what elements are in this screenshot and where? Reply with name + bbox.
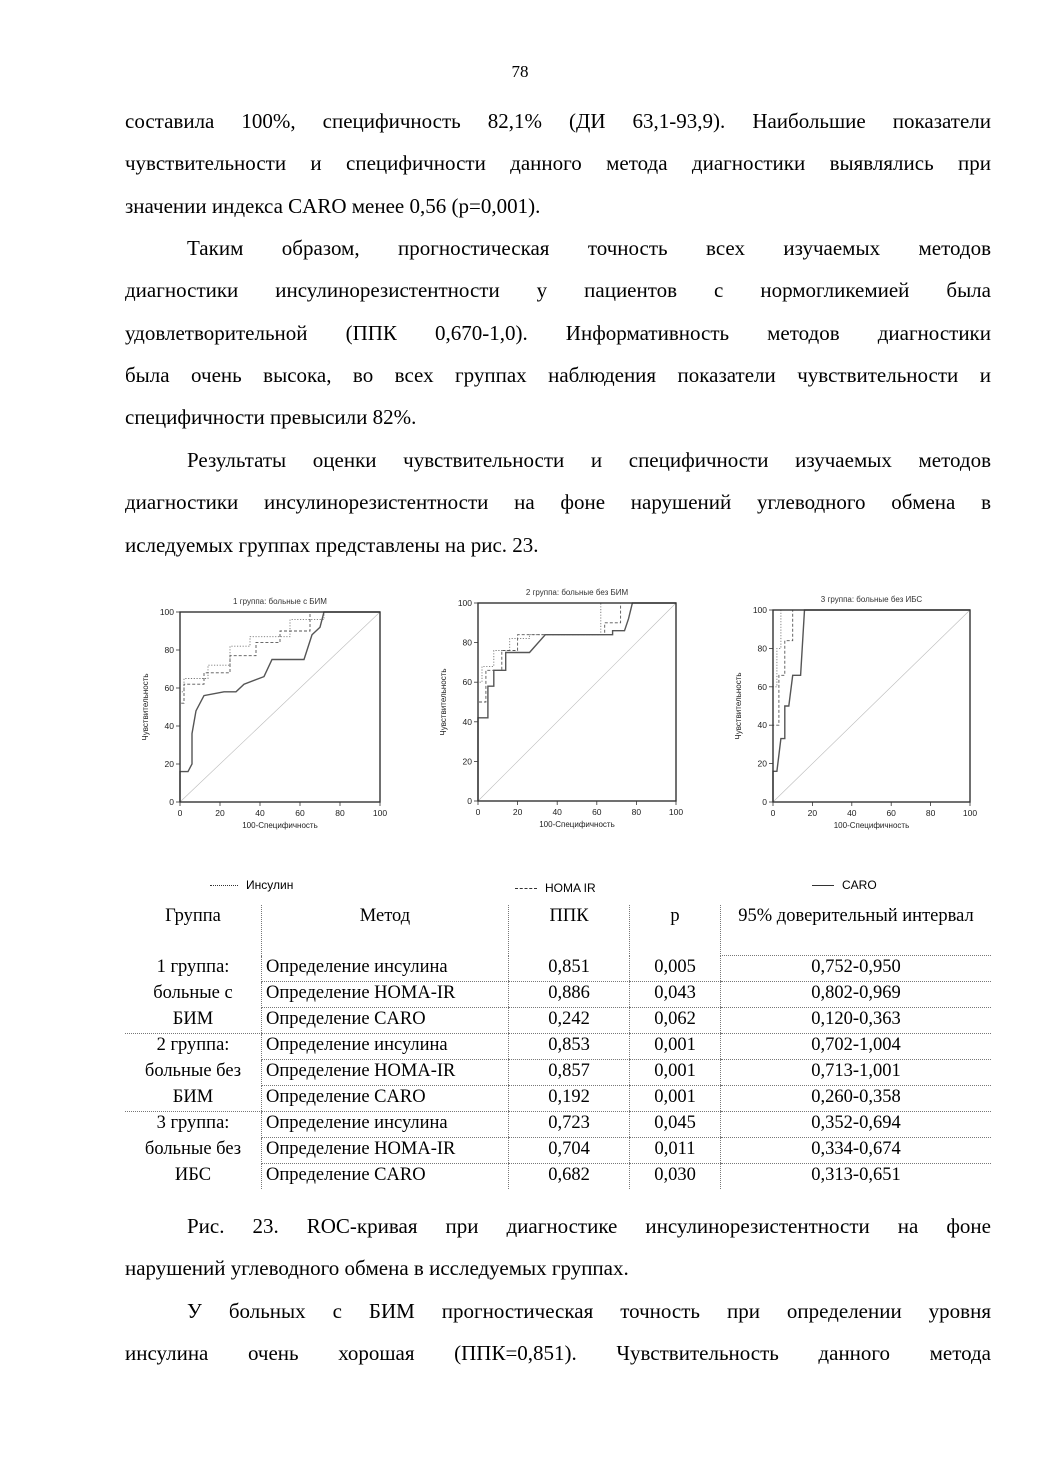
- y-tick-label: 0: [169, 797, 174, 807]
- chart-title: 2 группа: больные без БИМ: [525, 588, 629, 597]
- group-name: 1 группа:: [156, 956, 230, 977]
- y-tick-label: 20: [462, 756, 472, 767]
- ci-cell: 0,334-0,674: [721, 1138, 992, 1164]
- auc-cell: 0,723: [509, 1112, 630, 1138]
- y-axis-label: Чувствительность: [141, 673, 150, 741]
- roc-chart-group-1: [128, 588, 398, 838]
- y-tick-label: 20: [164, 759, 174, 769]
- auc-cell: 0,704: [509, 1138, 630, 1164]
- x-tick-label: 100: [372, 808, 388, 818]
- x-tick-label: 20: [807, 808, 818, 818]
- group-name: ИБС: [174, 1164, 212, 1185]
- legend-caro: [812, 878, 877, 892]
- method-cell: Определение инсулина: [262, 1112, 509, 1138]
- y-tick-label: 60: [462, 677, 472, 688]
- p-cell: 0,001: [630, 1060, 721, 1086]
- legend-swatch-dashed: [515, 888, 537, 889]
- p-cell: 0,001: [630, 1086, 721, 1112]
- method-cell: Определение CARO: [262, 1164, 509, 1190]
- y-axis-label: Чувствительность: [734, 672, 743, 740]
- x-axis-label: 100-Специфичность: [539, 820, 615, 829]
- x-tick-label: 20: [512, 807, 523, 817]
- text-line: чувствительности и специфичности данного метода диагностики выявлялись при: [125, 151, 991, 176]
- table-row: [125, 1060, 991, 1086]
- header-method: Метод: [262, 905, 509, 956]
- group-name: 3 группа:: [156, 1113, 230, 1133]
- ci-cell: 0,713-1,001: [721, 1060, 992, 1086]
- table-row: [125, 956, 991, 982]
- text-line: значении индекса CARO менее 0,56 (р=0,001).: [125, 193, 541, 218]
- roc-chart-group-3: [724, 588, 986, 838]
- y-tick-label: 80: [164, 645, 174, 655]
- paragraph-3: [125, 439, 991, 566]
- y-tick-label: 0: [762, 797, 767, 807]
- y-tick-label: 20: [757, 758, 767, 769]
- x-tick-label: 40: [552, 807, 562, 817]
- text-line: Рис. 23. ROC-кривая при диагностике инсулинорезистентности на фоне: [187, 1214, 991, 1238]
- auc-cell: 0,192: [509, 1086, 630, 1112]
- chart-title: 3 группа: больные без ИБС: [820, 595, 923, 604]
- p-cell: 0,030: [630, 1164, 721, 1190]
- legend-label: Инсулин: [246, 878, 294, 892]
- y-tick-label: 100: [159, 607, 174, 617]
- p-cell: 0,045: [630, 1112, 721, 1138]
- table-row: [125, 1034, 991, 1060]
- paragraph-2: [125, 227, 991, 438]
- table-row: [125, 1138, 991, 1164]
- x-tick-label: 0: [177, 808, 183, 818]
- x-tick-label: 20: [215, 808, 225, 818]
- ci-cell: 0,752-0,950: [721, 956, 992, 982]
- ci-cell: 0,120-0,363: [721, 1008, 992, 1034]
- method-cell: Определение HOMA-IR: [262, 1060, 509, 1086]
- y-tick-label: 60: [164, 683, 174, 693]
- x-tick-label: 40: [847, 808, 857, 818]
- roc-chart-group-2: [425, 578, 695, 840]
- x-tick-label: 0: [770, 808, 776, 818]
- table-row: [125, 1008, 991, 1034]
- method-cell: Определение инсулина: [262, 956, 509, 982]
- x-tick-label: 80: [631, 807, 642, 817]
- y-tick-label: 40: [164, 721, 174, 731]
- legend-insulin: [210, 878, 293, 892]
- x-axis-label: 100-Специфичность: [242, 821, 318, 830]
- results-table: [125, 905, 991, 1189]
- auc-cell: 0,886: [509, 982, 630, 1008]
- method-cell: Определение инсулина: [262, 1034, 509, 1060]
- group-name: больные без: [144, 1138, 242, 1159]
- diagonal-reference-line: [478, 603, 676, 801]
- x-tick-label: 60: [886, 808, 896, 818]
- text-line: инсулина очень хорошая (ППК=0,851). Чувствительность данного метода: [125, 1341, 991, 1366]
- legend-homa: [515, 881, 596, 895]
- table-row: [125, 1112, 991, 1138]
- y-tick-label: 0: [467, 796, 472, 806]
- paragraph-1: [125, 100, 991, 227]
- group-name: БИМ: [125, 1008, 262, 1034]
- group-name: БИМ: [125, 1086, 262, 1112]
- method-cell: Определение HOMA-IR: [262, 982, 509, 1008]
- group-name: больные без: [144, 1060, 242, 1081]
- x-tick-label: 0: [475, 807, 481, 817]
- header-auc: ППК: [509, 905, 630, 956]
- text-line: иследуемых группах представлены на рис. 23.: [125, 532, 539, 557]
- legend-swatch-dotted: [210, 885, 238, 886]
- chart-title: 1 группа: больные с БИМ: [233, 597, 327, 606]
- x-axis-label: 100-Специфичность: [833, 821, 910, 830]
- text-line: Результаты оценки чувствительности и специфичности изучаемых методов: [187, 448, 991, 472]
- text-line: составила 100%, специфичность 82,1% (ДИ 63,1-93,9). Наибольшие показатели: [125, 109, 991, 133]
- y-tick-label: 60: [757, 681, 767, 692]
- x-tick-label: 60: [295, 808, 305, 818]
- ci-cell: 0,260-0,358: [721, 1086, 992, 1112]
- auc-cell: 0,851: [509, 956, 630, 982]
- method-cell: Определение HOMA-IR: [262, 1138, 509, 1164]
- page-number: 78: [511, 62, 529, 81]
- x-tick-label: 60: [592, 807, 602, 817]
- auc-cell: 0,682: [509, 1164, 630, 1190]
- x-tick-label: 80: [925, 808, 936, 818]
- legend-swatch-solid: [812, 885, 834, 886]
- text-line: нарушений углеводного обмена в исследуемых группах.: [125, 1256, 629, 1281]
- table-row: [125, 1086, 991, 1112]
- header-p: р: [630, 905, 721, 956]
- auc-cell: 0,242: [509, 1008, 630, 1034]
- method-cell: Определение CARO: [262, 1086, 509, 1112]
- y-tick-label: 100: [752, 605, 767, 615]
- x-tick-label: 100: [962, 808, 978, 818]
- ci-cell: 0,352-0,694: [721, 1112, 992, 1138]
- y-tick-label: 80: [462, 637, 472, 648]
- table-row: [125, 982, 991, 1008]
- legend-label: CARO: [842, 878, 877, 892]
- header-ci: 95% доверительный интервал: [721, 905, 992, 956]
- ci-cell: 0,702-1,004: [721, 1034, 992, 1060]
- p-cell: 0,043: [630, 982, 721, 1008]
- auc-cell: 0,853: [509, 1034, 630, 1060]
- text-line: была очень высока, во всех группах наблюдения показатели чувствительности и: [125, 362, 991, 387]
- text-line: Таким образом, прогностическая точность всех изучаемых методов: [187, 236, 991, 260]
- group-name: 2 группа:: [156, 1035, 230, 1055]
- legend-label: HOMA IR: [545, 881, 596, 895]
- y-tick-label: 80: [757, 643, 767, 654]
- x-tick-label: 100: [668, 807, 684, 817]
- y-tick-label: 100: [457, 598, 472, 608]
- p-cell: 0,001: [630, 1034, 721, 1060]
- p-cell: 0,011: [630, 1138, 721, 1164]
- y-axis-label: Чувствительность: [439, 668, 448, 736]
- ci-cell: 0,313-0,651: [721, 1164, 992, 1190]
- auc-cell: 0,857: [509, 1060, 630, 1086]
- method-cell: Определение CARO: [262, 1008, 509, 1034]
- text-line: диагностики инсулинорезистентности на фоне нарушений углеводного обмена в: [125, 490, 991, 515]
- text-line: специфичности превысили 82%.: [125, 405, 417, 430]
- p-cell: 0,005: [630, 956, 721, 982]
- text-line: диагностики инсулинорезистентности у пациентов с нормогликемией была: [125, 278, 991, 303]
- x-tick-label: 40: [255, 808, 265, 818]
- paragraph-4: [125, 1290, 991, 1375]
- text-line: удовлетворительной (ППК 0,670-1,0). Информативность методов диагностики: [125, 320, 991, 345]
- ci-cell: 0,802-0,969: [721, 982, 992, 1008]
- p-cell: 0,062: [630, 1008, 721, 1034]
- x-tick-label: 80: [335, 808, 345, 818]
- y-tick-label: 40: [757, 720, 767, 731]
- figure-caption: [125, 1205, 991, 1290]
- header-group: Группа: [165, 906, 221, 926]
- group-name: больные с: [153, 982, 233, 1003]
- y-tick-label: 40: [462, 716, 472, 727]
- text-line: У больных с БИМ прогностическая точность при определении уровня: [187, 1299, 991, 1323]
- table-header-row: [125, 905, 991, 956]
- table-row: [125, 1164, 991, 1190]
